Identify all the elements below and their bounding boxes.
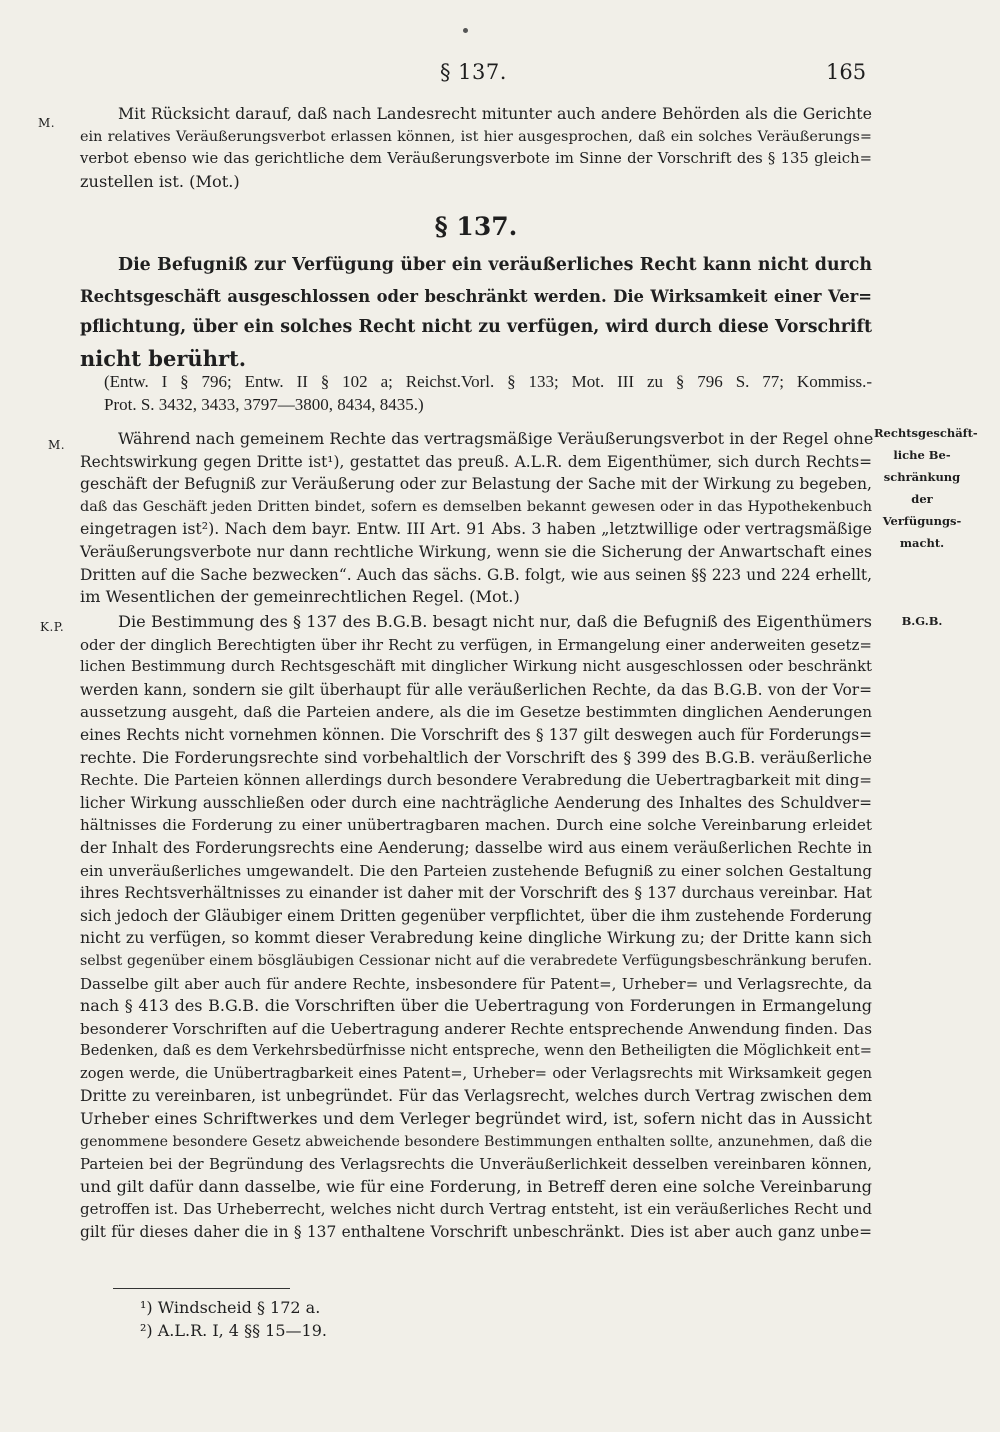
source-marker-kp: K.P. — [40, 620, 65, 634]
text-line: der Inhalt des Forderungsrechts eine Aenderung; dasselbe wird aus einem veräußerlichen Rechte in — [80, 838, 872, 857]
footnote-2: ²) A.L.R. I, 4 §§ 15—19. — [140, 1321, 327, 1340]
text-line: eingetragen ist²). Nach dem bayr. Entw. III Art. 91 Abs. 3 haben „letztwillige oder vertragsmäßige — [80, 519, 872, 539]
text-line: lichen Bestimmung durch Rechtsgeschäft mit dinglicher Wirkung nicht ausgeschlossen oder beschränkt — [80, 658, 872, 676]
text-line: hältnisses die Forderung zu einer unübertragbaren machen. Durch eine solche Vereinbarung erleidet — [80, 816, 872, 835]
text-line: sich jedoch der Gläubiger einem Dritten gegenüber verpflichtet, über die ihm zustehende Forderung — [80, 906, 872, 925]
references — [104, 370, 872, 416]
text-line: und gilt dafür dann dasselbe, wie für eine Forderung, in Betreff deren eine solche Vereinbarung — [80, 1176, 872, 1196]
section-heading: § 137. — [434, 212, 518, 241]
text-line: genommene besondere Gesetz abweichende besondere Bestimmungen enthalten sollte, anzunehmen, daß die — [80, 1133, 873, 1150]
statute-text — [80, 250, 872, 374]
statute-line: Die Befugniß zur Verfügung über ein veräußerliches Recht kann nicht durch — [118, 255, 872, 275]
text-line: Dasselbe gilt aber auch für andere Rechte, insbesondere für Patent=, Urheber= und Verlagsrechte, da — [80, 974, 872, 993]
text-line: verbot ebenso wie das gerichtliche dem Veräußerungsverbote im Sinne der Vorschrift des § 135 gleich= — [80, 150, 872, 168]
paragraph-motive-comparison — [80, 428, 872, 609]
text-line: zogen werde, die Unübertragbarkeit eines Patent=, Urheber= oder Verlagsrechts mit Wirksamkeit gegen — [80, 1064, 872, 1082]
text-line: oder der dinglich Berechtigten über ihr Recht zu verfügen, in Ermangelung einer anderweiten gesetz= — [80, 635, 872, 654]
text-line: Während nach gemeinem Rechte das vertragsmäßige Veräußerungsverbot in der Regel ohne — [118, 429, 874, 448]
text-line: Dritten auf die Sache bezwecken“. Auch das sächs. G.B. folgt, wie aus seinen §§ 223 und 224 erhellt, — [80, 565, 872, 584]
margin-note-heading: Rechtsgeschäft- liche Be- schränkung der Verfügungs- macht. — [874, 426, 978, 550]
text-line: Dritte zu vereinbaren, ist unbegründet. Für das Verlagsrecht, welches durch Vertrag zwischen dem — [80, 1087, 872, 1106]
text-line: ihres Rechtsverhältnisses zu einander ist daher mit der Vorschrift des § 137 durchaus vereinbar. Hat — [80, 884, 872, 903]
text-line: im Wesentlichen der gemeinrechtlichen Regel. (Mot.) — [80, 587, 520, 607]
margin-note-bgb: B.G.B. — [901, 614, 943, 628]
text-line: Parteien bei der Begründung des Verlagsrechts die Unveräußerlichkeit desselben vereinbaren können, — [80, 1155, 872, 1174]
text-line: aussetzung ausgeht, daß die Parteien andere, als die im Gesetze bestimmten dinglichen Aenderungen — [80, 703, 872, 722]
paragraph-commission — [80, 611, 872, 1244]
text-line: nicht zu verfügen, so kommt dieser Verabredung keine dingliche Wirkung zu; der Dritte kann sich — [80, 928, 872, 948]
running-header-section: § 137. — [440, 60, 507, 84]
text-line: ein relatives Veräußerungsverbot erlassen können, ist hier ausgesprochen, daß ein solches Veräußerungs= — [80, 128, 872, 145]
text-line: eines Rechts nicht vornehmen können. Die Vorschrift des § 137 gilt deswegen auch für Forderungs= — [80, 725, 872, 744]
statute-line: pflichtung, über ein solches Recht nicht zu verfügen, wird durch diese Vorschrift — [80, 317, 872, 337]
statute-line: Rechtsgeschäft ausgeschlossen oder beschränkt werden. Die Wirksamkeit einer Ver= — [80, 287, 872, 306]
ink-dot — [463, 28, 468, 33]
text-line: rechte. Die Forderungsrechte sind vorbehaltlich der Vorschrift des § 399 des B.G.B. veräußerliche — [80, 747, 872, 767]
text-line: Veräußerungsverbote nur dann rechtliche Wirkung, wenn sie die Sicherung der Anwartschaft eines — [80, 542, 872, 561]
text-line: zustellen ist. (Mot.) — [80, 171, 240, 191]
text-line: Urheber eines Schriftwerkes und dem Verleger begründet wird, ist, sofern nicht das in Aussicht — [80, 1109, 872, 1129]
text-line: getroffen ist. Das Urheberrecht, welches nicht durch Vertrag entsteht, ist ein veräußerliches Recht und — [80, 1200, 872, 1219]
source-marker-mot: M. — [38, 116, 56, 130]
text-line: Rechtswirkung gegen Dritte ist¹), gestattet das preuß. A.L.R. dem Eigenthümer, sich durch Rechts= — [80, 452, 872, 471]
text-line: gilt für dieses daher die in § 137 enthaltene Vorschrift unbeschränkt. Dies ist aber auch ganz unbe= — [80, 1223, 872, 1242]
page-number: 165 — [826, 60, 867, 84]
text-line: werden kann, sondern sie gilt überhaupt für alle veräußerlichen Rechte, da das B.G.B. von der Vor= — [80, 680, 872, 699]
text-line: selbst gegenüber einem bösgläubigen Cessionar nicht auf die verabredete Verfügungsbeschränkung berufen. — [80, 952, 872, 969]
source-marker-mot: M. — [48, 438, 66, 452]
text-line: ein unveräußerliches umgewandelt. Die den Parteien zustehende Befugniß zu einer solchen Gestaltung — [80, 861, 872, 880]
text-line: nach § 413 des B.G.B. die Vorschriften über die Uebertragung von Forderungen in Ermangelung — [80, 996, 872, 1016]
text-line: Die Bestimmung des § 137 des B.G.B. besagt nicht nur, daß die Befugniß des Eigenthümers — [118, 612, 872, 631]
text-line: licher Wirkung ausschließen oder durch eine nachträgliche Aenderung des Inhaltes des Schuldver= — [80, 793, 872, 812]
text-line: geschäft der Befugniß zur Veräußerung oder zur Belastung der Sache mit der Wirkung zu begeben, — [80, 475, 872, 494]
footnotes — [140, 1296, 327, 1342]
reference-line: (Entw. I § 796; Entw. II § 102 a; Reichst.Vorl. § 133; Mot. III zu § 796 S. 77; Kommiss.- — [104, 372, 872, 391]
text-line: besonderer Vorschriften auf die Uebertragung anderer Rechte entsprechende Anwendung finden. Das — [80, 1019, 872, 1038]
text-line: daß das Geschäft jeden Dritten bindet, sofern es demselben bekannt gewesen oder in das Hypothekenbuch — [80, 498, 872, 515]
footnote-1: ¹) Windscheid § 172 a. — [140, 1298, 321, 1317]
text-line: Bedenken, daß es dem Verkehrsbedürfnisse nicht entspreche, wenn den Betheiligten die Möglichkeit ent= — [80, 1042, 872, 1060]
statute-line: nicht berührt. — [80, 346, 247, 371]
reference-line: Prot. S. 3432, 3433, 3797—3800, 8434, 8435.) — [104, 395, 424, 414]
text-line: Mit Rücksicht darauf, daß nach Landesrecht mitunter auch andere Behörden als die Gerichte — [118, 104, 872, 123]
paragraph-motive-intro — [80, 103, 872, 193]
footnote-divider — [113, 1288, 290, 1289]
text-line: Rechte. Die Parteien können allerdings durch besondere Verabredung die Uebertragbarkeit mit ding= — [80, 771, 873, 790]
